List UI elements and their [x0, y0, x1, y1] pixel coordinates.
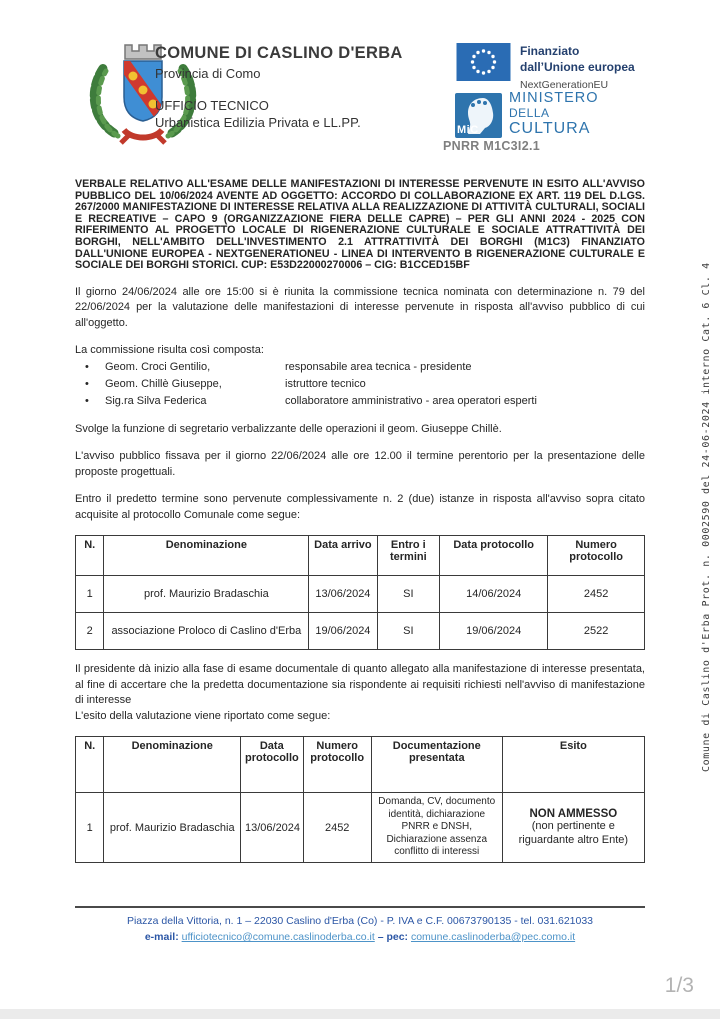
cell-denominazione: associazione Proloco di Caslino d'Erba — [104, 613, 309, 650]
commission-member-role: responsabile area tecnica - presidente — [285, 360, 472, 373]
paragraph-deadline: L'avviso pubblico fissava per il giorno 22/06/2024 alle ore 12.00 il termine perentorio per la presentazione delle proposte progettuali. — [75, 450, 645, 478]
col-header: Data protocollo — [440, 536, 548, 576]
paragraph-exam: Il presidente dà inizio alla fase di esame documentale di quanto allegato alla manifestazione di interesse presentata, al fine di accertare che la predetta documentazione sia rispondente ai requisiti richiesti nell'avviso di manifestazione di interesse — [75, 663, 645, 707]
istanze-table — [75, 535, 645, 650]
cell-entro-termini: SI — [377, 613, 440, 650]
protocol-side-note: Comune di Caslino d'Erba Prot. n. 0002590 del 24-06-2024 interno Cat. 6 Cl. 4 — [701, 262, 712, 772]
email-label: e-mail: — [144, 931, 179, 943]
cell-entro-termini: SI — [377, 576, 440, 613]
cell-esito — [502, 793, 644, 863]
list-item — [75, 393, 645, 410]
col-header: Entro i termini — [377, 536, 440, 576]
header-text-block — [155, 44, 403, 130]
separator-dash: – — [377, 931, 384, 943]
bullet-icon — [75, 359, 105, 376]
commission-member-name: Sig.ra Silva Federica — [105, 394, 207, 407]
col-header: Numero protocollo — [303, 737, 371, 793]
commission-intro: La commissione risulta così composta: — [75, 344, 264, 357]
eu-funding-text — [520, 43, 635, 93]
list-item — [75, 376, 645, 393]
paragraph-outcome-intro: L'esito della valutazione viene riportato come segue: — [75, 709, 331, 722]
table-row — [76, 576, 645, 613]
bullet-icon — [75, 393, 105, 410]
mic-logo-text: MiC — [457, 124, 479, 136]
commission-member-name: Geom. Chillè Giuseppe, — [105, 377, 222, 390]
commission-member-role: istruttore tecnico — [285, 377, 366, 390]
eu-flag-icon — [456, 43, 511, 81]
col-header: Denominazione — [104, 737, 241, 793]
col-header: Numero protocollo — [548, 536, 645, 576]
cell-data-arrivo: 13/06/2024 — [309, 576, 377, 613]
footer-contacts-line — [75, 929, 645, 945]
page-indicator: 1/3 — [664, 974, 694, 997]
ministero-line2: DELLA — [509, 106, 550, 120]
cell-denominazione: prof. Maurizio Bradaschia — [104, 576, 309, 613]
paragraph-meeting: Il giorno 24/06/2024 alle ore 15:00 si è riunita la commissione tecnica nominata con determinazione n. 79 del 22/06/2024 per la valutazione delle manifestazioni di interesse pervenute in risposta all'avviso pubblico di cui all'oggetto. — [75, 285, 645, 329]
list-item — [75, 359, 645, 376]
col-header: Data protocollo — [240, 737, 303, 793]
viewer-background-strip — [0, 1009, 720, 1019]
table-header-row — [76, 536, 645, 576]
col-header: Data arrivo — [309, 536, 377, 576]
document-footer — [75, 906, 645, 945]
subject-paragraph: VERBALE RELATIVO ALL'ESAME DELLE MANIFESTAZIONI DI INTERESSE PERVENUTE IN ESITO ALL'AVVISO PUBBLICO DEL 10/06/2024 AVENTE AD OGGETTO: ACCORDO DI COLLABORAZIONE EX ART. 119 DEL D.LGS. 267/2000 MANIFESTAZIONE DI INTERESSE RELATIVA ALLA REALIZZAZIONE DI ATTIVITÀ CULTURALI, SOCIALI E RECREATIVE – CAPO 9 (ORGANIZZAZIONE FIERA DELLE CAPRE) – PER GLI ANNI 2024 - 2025 CON RIFERIMENTO AL PROGETTO LOCALE DI RIGENERAZIONE CULTURALE E SOCIALE ATTRATTIVITÀ DEI BORGHI, NELL'AMBITO DELL'INVESTIMENTO 2.1 ATTRATTIVITÀ DEI BORGHI (M1C3) FINANZIATO DALL'UNIONE EUROPEA - NEXTGENERATIONEU - LINEA DI INTERVENTO B RIGENERAZIONE CULTURALE E SOCIALE DEI BORGHI STORICI. CUP: E53D22000270006 – CIG: B1CCED15BF — [75, 178, 645, 272]
commission-member-role: collaboratore amministrativo - area operatori esperti — [285, 394, 537, 407]
cell-data-protocollo: 14/06/2024 — [440, 576, 548, 613]
ufficio-label: UFFICIO TECNICO — [155, 98, 269, 113]
esito-reason: (non pertinente e riguardante altro Ente) — [518, 820, 629, 846]
col-header: N. — [76, 536, 104, 576]
pec-link[interactable]: comune.caslinoderba@pec.como.it — [410, 931, 576, 943]
ufficio-sublabel: Urbanistica Edilizia Privata e LL.PP. — [155, 115, 361, 130]
table-row — [76, 613, 645, 650]
col-header: Documentazione presentata — [371, 737, 502, 793]
commission-member-name: Geom. Croci Gentilio, — [105, 360, 211, 373]
commission-section — [75, 343, 645, 410]
nextgeneu-label: NextGenerationEU — [520, 79, 609, 91]
paragraph-secretary: Svolge la funzione di segretario verbalizzante delle operazioni il geom. Giuseppe Chillè. — [75, 422, 502, 435]
eu-funding-line1: Finanziato — [520, 44, 580, 58]
cell-n: 1 — [76, 793, 104, 863]
col-header: Esito — [502, 737, 644, 793]
cell-numero-protocollo: 2452 — [303, 793, 371, 863]
provincia-subtitle: Provincia di Como — [155, 66, 261, 81]
pec-label: pec: — [386, 931, 409, 943]
pnrr-measure-label: PNRR M1C3I2.1 — [443, 139, 540, 153]
table-header-row — [76, 737, 645, 793]
ministero-line1: MINISTERO — [509, 90, 599, 106]
table-row — [76, 793, 645, 863]
document-body — [75, 179, 645, 875]
cell-numero-protocollo: 2452 — [548, 576, 645, 613]
cell-documentazione: Domanda, CV, documento identità, dichiarazione PNRR e DNSH, Dichiarazione assenza conflitto di interessi — [371, 793, 502, 863]
footer-address-line: Piazza della Vittoria, n. 1 – 22030 Caslino d'Erba (Co) - P. IVA e C.F. 00673790135 - tel. 031.621033 — [126, 915, 594, 927]
cell-n: 2 — [76, 613, 104, 650]
esito-table — [75, 736, 645, 863]
cell-denominazione: prof. Maurizio Bradaschia — [104, 793, 241, 863]
esito-result: NON AMMESSO — [529, 808, 618, 820]
comune-title: COMUNE DI CASLINO D'ERBA — [155, 44, 403, 62]
col-header: Denominazione — [104, 536, 309, 576]
col-header: N. — [76, 737, 104, 793]
cell-data-arrivo: 19/06/2024 — [309, 613, 377, 650]
email-link[interactable]: ufficiotecnico@comune.caslinoderba.co.it — [181, 931, 375, 943]
cell-numero-protocollo: 2522 — [548, 613, 645, 650]
bullet-icon — [75, 376, 105, 393]
cell-n: 1 — [76, 576, 104, 613]
cell-data-protocollo: 19/06/2024 — [440, 613, 548, 650]
ministero-text-block — [509, 91, 599, 136]
eu-funding-line2: dall’Unione europea — [520, 60, 635, 74]
cell-data-protocollo: 13/06/2024 — [240, 793, 303, 863]
paragraph-received: Entro il predetto termine sono pervenute complessivamente n. 2 (due) istanze in risposta all'avviso sopra citato acquisite al protocollo Comunale come segue: — [75, 493, 645, 521]
ministero-line3: CULTURA — [509, 120, 591, 137]
